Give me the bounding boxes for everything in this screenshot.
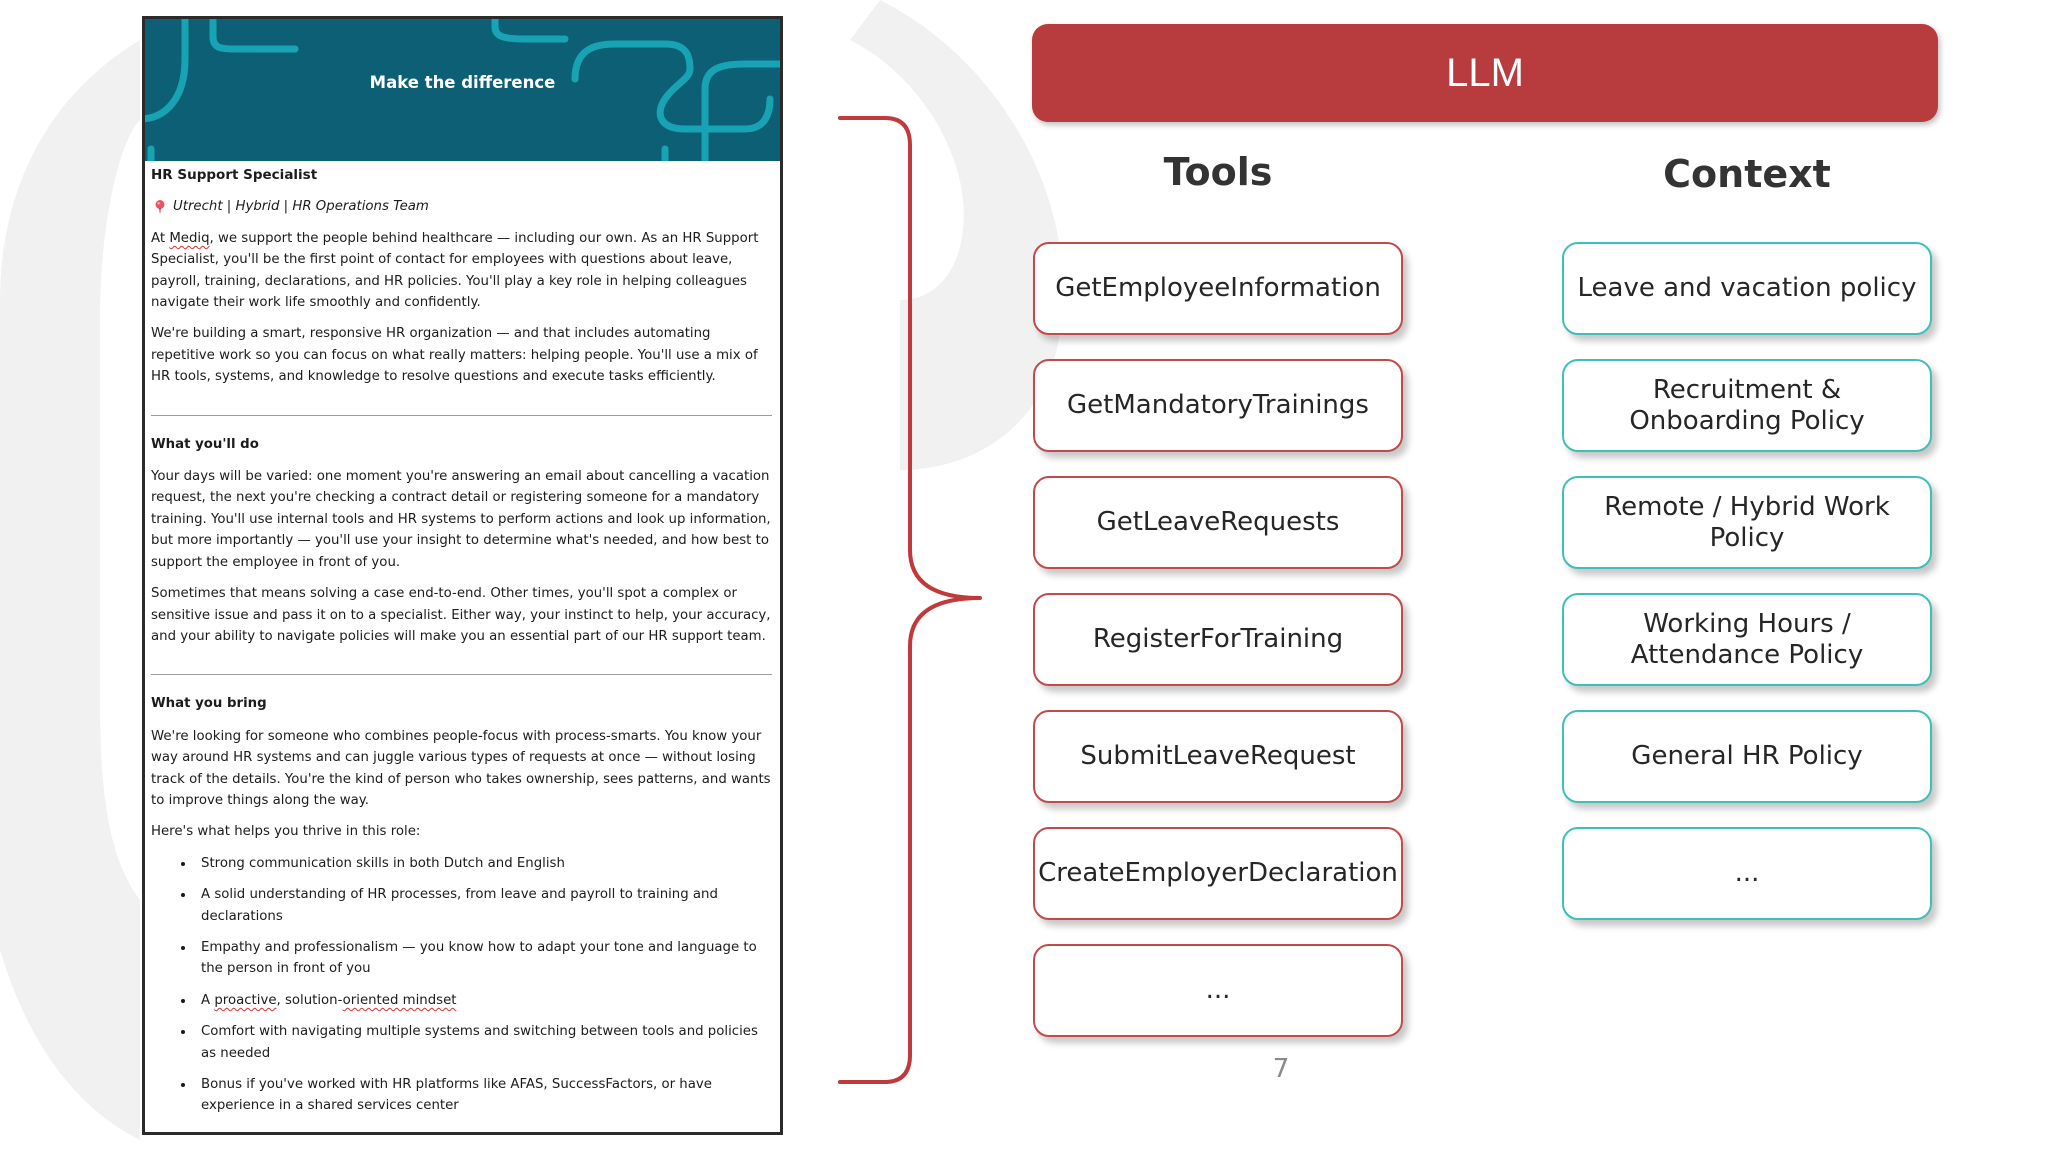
context-box-remote-hybrid-work-policy: Remote / Hybrid Work Policy [1562, 476, 1932, 569]
context-box-leave-vacation-policy: Leave and vacation policy [1562, 242, 1932, 335]
tool-box-get-leave-requests: GetLeaveRequests [1033, 476, 1403, 569]
context-box-more: ... [1562, 827, 1932, 920]
job-location [151, 196, 772, 217]
requirement-item [195, 990, 772, 1011]
job-posting-document [142, 16, 783, 1135]
requirements-list [151, 853, 772, 1117]
what-you-do-paragraph-2: Sometimes that means solving a case end-to-end. Other times, you'll spot a complex or sensitive issue and pass it on to a specialist. Either way, your instinct to help, your accuracy, and your ability to navigate policies will make you an essential part of our HR support team. [151, 586, 771, 644]
tools-heading: Tools [1163, 150, 1273, 194]
requirement-item: • Bonus if you've worked with HR platforms like AFAS, SuccessFactors, or have experience in a shared services center [195, 1074, 772, 1117]
requirement-item: • Strong communication skills in both Dutch and English [195, 853, 772, 874]
context-box-general-hr-policy: General HR Policy [1562, 710, 1932, 803]
what-you-do-paragraph-1: Your days will be varied: one moment you're answering an email about cancelling a vacation request, the next you're checking a contract detail or registering someone for a mandatory training. You'll use internal tools and HR systems to perform actions and look up information, but more importantly — you'll use your insight to determine what's needed, and how best to support the employee in front of you. [151, 469, 771, 570]
intro-paragraph-2: We're building a smart, responsive HR organization — and that includes automating repetitive work so you can focus on what really matters: helping people. You'll use a mix of HR tools, systems, and knowledge to resolve questions and execute tasks efficiently. [151, 326, 758, 385]
requirement-item: • A solid understanding of HR processes, from leave and payroll to training and declarations [195, 884, 772, 927]
intro-paragraph-1 [151, 228, 772, 314]
context-box-recruitment-onboarding-policy: Recruitment & Onboarding Policy [1562, 359, 1932, 452]
tool-box-get-employee-information: GetEmployeeInformation [1033, 242, 1403, 335]
requirement-text: , solution- [276, 992, 343, 1008]
requirement-text: A [201, 992, 215, 1008]
tool-box-register-for-training: RegisterForTraining [1033, 593, 1403, 686]
what-you-bring-paragraph: We're looking for someone who combines people-focus with process-smarts. You know your way around HR systems and can juggle various types of requests at once — without losing track of the details. You're the kind of person who takes ownership, sees patterns, and wants to improve things along the way. [151, 728, 771, 808]
curly-brace-connector [830, 110, 990, 1090]
section-divider-2 [151, 674, 772, 675]
job-title: HR Support Specialist [151, 167, 318, 183]
requirement-item: • Empathy and professionalism — you know how to adapt your tone and language to the person in front of you [195, 937, 772, 980]
section-divider-1 [151, 415, 772, 416]
tool-box-create-employer-declaration: CreateEmployerDeclaration [1033, 827, 1403, 920]
context-box-working-hours-attendance-policy: Working Hours / Attendance Policy [1562, 593, 1932, 686]
tool-box-get-mandatory-trainings: GetMandatoryTrainings [1033, 359, 1403, 452]
banner-headline: Make the difference [369, 73, 556, 92]
what-you-do-heading: What you'll do [151, 436, 259, 452]
tool-box-more: ... [1033, 944, 1403, 1037]
requirement-text: oriented mindset [342, 992, 457, 1008]
location-text: Utrecht | Hybrid | HR Operations Team [173, 199, 429, 215]
context-heading: Context [1663, 152, 1831, 196]
intro-text-start: At [151, 230, 170, 246]
requirement-text: proactive [214, 992, 277, 1008]
what-you-bring-heading: What you bring [151, 696, 267, 712]
job-posting-banner [145, 19, 780, 161]
intro-text-rest: , we support the people behind healthcare — including our own. As an HR Support Specialist, you'll be the first point of contact for employees with questions about leave, payroll, training, declarations, and HR policies. You'll play a key role in helping colleagues navigate their work life smoothly and confidently. [151, 230, 759, 311]
llm-header: LLM [1032, 24, 1938, 122]
job-posting-body [145, 161, 780, 1117]
thrive-intro: Here's what helps you thrive in this role: [151, 824, 421, 840]
company-name: Mediq [169, 230, 210, 246]
map-pin-icon [153, 199, 167, 215]
tool-box-submit-leave-request: SubmitLeaveRequest [1033, 710, 1403, 803]
page-number: 7 [1272, 1054, 1290, 1084]
requirement-item: • Comfort with navigating multiple systems and switching between tools and policies as needed [195, 1021, 772, 1064]
